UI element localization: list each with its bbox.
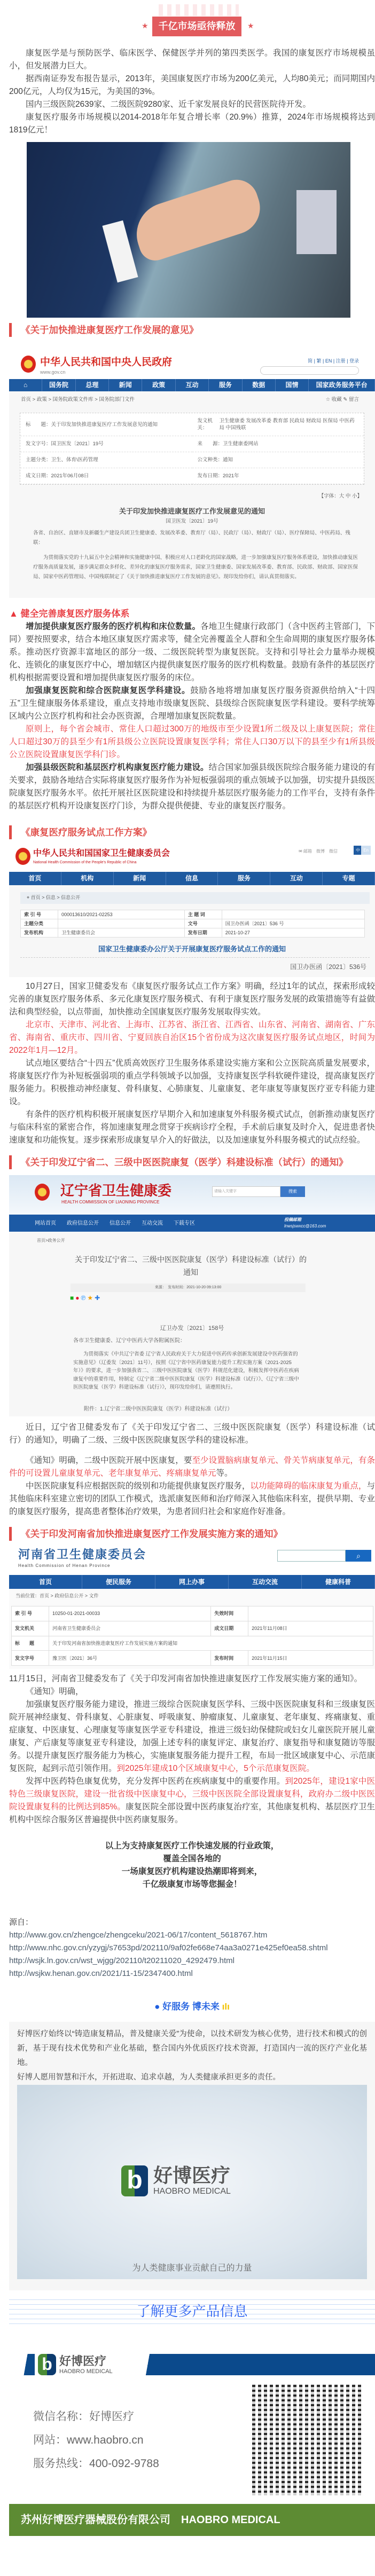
nav-item[interactable]: 信息公开 <box>110 1220 131 1226</box>
nav-bar <box>9 872 375 885</box>
search-button[interactable]: 搜索 <box>280 1186 305 1197</box>
national-emblem-icon <box>15 848 30 865</box>
nav-item[interactable]: 互动交流 <box>142 1220 163 1226</box>
section-banner <box>9 0 375 47</box>
table-row: 发布机构 卫生健康委员会 发布日期 2021-10-27 <box>21 928 365 938</box>
bars-icon: ılı <box>219 2002 230 2012</box>
search-input[interactable] <box>260 366 359 375</box>
paragraph: 近日，辽宁省卫健委发布了《关于印发辽宁省二、三级中医医院康复（医学）科建设标准（试行）的通知》，明确了二级、三级中医医院康复医学科的建设标准。 <box>9 1423 375 1445</box>
breadcrumb[interactable]: 首页 > 政策 > 国务院政策文件库 > 国务院部门文件 <box>21 397 135 403</box>
section-heading: 《关于印发辽宁省二、三级中医医院康复（医学）科建设标准（试行）的通知》 <box>9 1155 375 1169</box>
share-tools[interactable]: ☆ 收藏 ✎ 留言 <box>325 397 359 403</box>
doc-number: 辽卫办发〔2021〕158号 <box>160 1325 224 1332</box>
nav-item[interactable]: 机构 <box>61 872 114 885</box>
doc-meta <box>20 413 364 485</box>
paragraph: 《通知》明确，二级中医院开展中医康复，要至少设置脑病康复单元、骨关节病康复单元，有条件的可设置儿童康复单元、老年康复单元、疼痛康复单元等。 <box>9 1456 375 1478</box>
site-name: 中华人民共和国国家卫生健康委员会 <box>33 849 170 858</box>
nav-item[interactable]: 互动 <box>270 872 323 885</box>
paragraph: 好博医疗始终以“铸造康复精品，普及健康关爱”为使命，以技术研发为核心优势，进行技术和模式的创新，基于现有技术优势和产业化基础，整合国内外优质医疗技术资源，打造国内一流的医疗产业化基地。 <box>17 2030 367 2067</box>
site-name-en: National Health Commission of the People's Republic of China <box>33 861 137 864</box>
nav-item[interactable]: 首页 <box>9 872 61 885</box>
doc-title: 国家卫生健康委办公厅关于开展康复医疗服务试点工作的通知 <box>98 945 286 953</box>
nav-item[interactable]: 专题 <box>323 872 375 885</box>
sources-label: 源自： <box>9 1918 34 1927</box>
haobro-logo-icon: b <box>38 2354 56 2375</box>
paragraph: 有条件的医疗机构积极开展康复医疗早期介入和加速康复外科服务模式试点，创新推动康复医疗与临床科室的紧密合作，将加速康复理念贯穿于疾病诊疗全程，手术前后康复及时介入，促进患者快速康复和功能恢复。逐步探索形成康复早介入的好做法，以及加速康复外科服务模式的试点经验。 <box>9 1110 375 1145</box>
sources <box>9 1916 375 1980</box>
handshake-photo <box>27 142 350 318</box>
meta-item: 发布日期： 2021年 <box>192 468 364 484</box>
lang-zh[interactable]: 中 <box>354 846 362 855</box>
doc-number: 国卫办医函〔2021〕536号 <box>290 963 366 971</box>
font-size-selector[interactable]: 【字体：大 中 小】 <box>318 493 362 499</box>
lang-en[interactable]: En <box>361 846 371 855</box>
source-link[interactable]: http://wsjk.ln.gov.cn/wst_wjgg/202110/t20211020_4292479.html <box>9 1956 235 1965</box>
dot-icon: ● <box>154 2002 163 2012</box>
tagline: 为人类健康事业贡献自己的力量 <box>132 2264 252 2273</box>
logo-text-en: HAOBRO MEDICAL <box>153 2187 231 2196</box>
slogan: ● 好服务 博未来 ılı <box>154 2002 230 2012</box>
top-links[interactable]: ✉ 邮箱 微博 微信 <box>299 849 338 854</box>
section-heading: 《康复医疗服务试点工作方案》 <box>9 825 375 839</box>
table-row: 主题分类 文号 国卫办医函〔2021〕536 号 <box>21 919 365 928</box>
table-row: 发文字号 豫卫医〔2021〕36号 发布时间 2021年11月15日 <box>12 1651 373 1666</box>
doc-title: 关于印发辽宁省二、三级中医医院康复（医学）科建设标准（试行）的通知 <box>75 1255 307 1277</box>
henan-screenshot <box>9 1546 375 1669</box>
star-icon: ★ <box>247 21 254 30</box>
wechat-name: 微信名称：好博医疗 <box>33 2410 134 2423</box>
meta-item: 公文种类： 通知 <box>192 452 364 468</box>
contact-info <box>33 2405 159 2476</box>
company-name-bar: 苏州好博医疗器械股份有限公司 HAOBRO MEDICAL <box>9 2504 375 2536</box>
paragraph: 好博人愿用智慧和汗水，开拓进取、追求卓越，为人类健康承担更多的责任。 <box>17 2073 280 2082</box>
meta-item: 来 源： 卫生健康委网站 <box>192 436 364 452</box>
logo-text-cn: 好博医疗 <box>59 2354 107 2368</box>
banner-title: 千亿市场亟待释放 <box>152 17 241 36</box>
company-about <box>9 2022 375 2290</box>
doc-addressee: 各市卫生健康委、辽宁中医药大学各附属医院： <box>73 1338 185 1344</box>
nav-item[interactable]: 政府信息公开 <box>67 1220 99 1226</box>
doc-attachment[interactable]: 附件：1.辽宁省二级中医医院康复（医学）科建设标准（试行） <box>84 1406 233 1412</box>
nav-item[interactable]: 网上办事 <box>155 1575 229 1589</box>
contact-card <box>9 2350 375 2536</box>
search-icon[interactable]: ⌕ <box>346 1550 371 1562</box>
source-link[interactable]: http://www.gov.cn/zhengce/zhengceku/2021-06/17/content_5618767.htm <box>9 1931 268 1940</box>
table-row: 标 题 关于印发河南省加快推进康复医疗工作发展实施方案的通知 <box>12 1636 373 1651</box>
subheading: ▲ 健全完善康复医疗服务体系 <box>9 609 130 619</box>
contribute-mail[interactable]: 投稿邮箱 lnwsjswxcc@163.com <box>284 1217 326 1228</box>
meta-item: 主题分类： 卫生、体育\医药管理 <box>20 452 192 468</box>
section-heading: 《关于加快推进康复医疗工作发展的意见》 <box>9 323 375 337</box>
meta-item: 标 题： 关于印发加快推进康复医疗工作发展意见的通知 <box>20 413 192 436</box>
nav-item[interactable]: 服务 <box>209 379 242 391</box>
paragraph-highlight: 北京市、天津市、河北省、上海市、江苏省、浙江省、江西省、山东省、河南省、湖南省、广东省、海南省、重庆市、四川省、宁夏回族自治区15个省份成为这次康复医疗服务试点地区，时间为2022年1月—12月。 <box>9 1020 375 1055</box>
breadcrumb[interactable]: ⌖ 首页 > 信息 > 信息公开 <box>20 892 370 904</box>
nav-item[interactable]: 国家政务服务平台 <box>309 379 375 391</box>
star-icon: ★ <box>142 21 149 30</box>
nav-item[interactable]: 服务 <box>218 872 270 885</box>
paragraph: 康复医学是与预防医学、临床医学、保健医学并列的第四类医学。我国的康复医疗市场规模虽小，但发展潜力巨大。 <box>9 49 375 70</box>
paragraph: 国内三级医院2639家、二级医院9280家、近千家发展良好的民营医院待开发。 <box>26 100 311 109</box>
logo-text-cn: 好博医疗 <box>153 2164 231 2186</box>
nav-item[interactable]: 国情 <box>276 379 309 391</box>
home-icon[interactable]: ⌂ <box>9 379 42 391</box>
paragraph: 10月27日，国家卫健委发布《康复医疗服务试点工作方案》明确，经过1年的试点，探索形成较完善的康复医疗服务体系、多元化康复医疗服务模式、有利于康复医疗服务发展的政策措施等有益做法和典型经验，以点带面，加快推动全国康复医疗服务发展取得实效。 <box>9 982 375 1017</box>
table-row: 发文机关 河南省卫生健康委员会 成文日期 2021年11月08日 <box>12 1621 373 1636</box>
site-name: 河南省卫生健康委员会 <box>18 1548 147 1561</box>
paragraph: 11月15日，河南省卫健委发布了《关于印发河南省加快推进康复医疗工作发展实施方案的通知》。 <box>9 1674 363 1683</box>
nav-item[interactable]: 国务院 <box>42 379 75 391</box>
section-heading: 《关于印发河南省加快推进康复医疗工作发展实施方案的通知》 <box>9 1527 375 1541</box>
nav-item[interactable]: 政策 <box>142 379 175 391</box>
meta-item: 成文日期： 2021年06月08日 <box>20 468 192 484</box>
site-name-en: HEALTH COMMISSION OF LIAONING PROVINCE <box>61 1200 160 1204</box>
paragraph: 加强县级医院和基层医疗机构康复医疗能力建设。结合国家加强县级医院综合服务能力建设的有关要求，鼓励各地结合实际将康复医疗服务作为补短板强弱项的重点领域予以加强，切实提升县级医院康复医疗服务水平。依托开展社区医院建设和持续提升基层医疗服务能力的工作平台，支持有条件的基层医疗机构开设康复医疗门诊，为群众提供便捷、专业的康复医疗服务。 <box>9 763 375 810</box>
doc-meta-table <box>20 910 365 938</box>
top-links[interactable]: 简 | 繁 | EN | 注册 | 登录 <box>308 358 359 364</box>
search-input[interactable] <box>277 1550 346 1562</box>
meta-item: 发文机关： 卫生健康委 发展改革委 教育部 民政局 财政局 医保局 中医药局 中国残联 <box>192 413 364 436</box>
doc-body: 为贯彻落实《中共辽宁省委 辽宁省人民政府关于大力促进中医药传承创新发展建设中医药强省的实施意见》（辽委发〔2021〕11号），按照《辽宁省中医药康复能力提升工程实施方案（2021-2025年）》的要求，进一步加强我省二、三级中医医院康复（医学）科规范化建设，积极发挥中医药在疾病康复中的重要作用，特制定《辽宁省二级中医医院康复（医学）科建设标准（试行）》、《辽宁省三级中医医院康复（医学）科建设标准（试行）》，现印发给你们，请遵照执行。 <box>73 1351 299 1390</box>
doc-body: 为贯彻落实党的十九届五中全会精神和实施健康中国、积极应对人口老龄化的国家战略，进一步加强康复医疗服务体系建设，加快推动康复医疗服务高质量发展，逐步满足群众多样化、差异化的康复医疗服务需求，国家卫生健康委、国家发展改革委、教育部、民政部、财政部、国家医保局、国家中医药管理局、中国残联制定了《关于加快推进康复医疗工作发展的意见》。现印发给你们，请认真贯彻落实。 <box>33 555 358 580</box>
hotline: 服务热线：400-092-9788 <box>33 2457 159 2470</box>
paragraph: 增加提供康复医疗服务的医疗机构和床位数量。各地卫生健康行政部门（含中医药主管部门，下同）要按照要求，结合本地区康复医疗需求等，健全完善覆盖全人群和全生命周期的康复医疗服务体系。推动医疗资源丰富地区的部分一级、二级医院转型为康复医院。支持和引导社会力量举办规模化、连锁化的康复医疗中心，增加辖区内提供康复医疗服务的医疗机构数量。鼓励有条件的基层医疗机构根据需要设置和增加提供康复医疗服务的床位。 <box>9 622 375 682</box>
source-link[interactable]: http://www.nhc.gov.cn/yzygj/s7653pd/202110/9af02fe668e74aa3a0271e425ef0ea58.shtml <box>9 1943 328 1952</box>
doc-addressee: 各省、自治区、直辖市及新疆生产建设兵团卫生健康委、发展改革委、教育厅（局）、民政厅（局）、财政厅（局）、医疗保障局、中医药局、残联： <box>33 530 350 546</box>
nav-item[interactable]: 互动交流 <box>229 1575 302 1589</box>
doc-meta-table <box>11 1606 373 1666</box>
website[interactable]: 网站：www.haobro.cn <box>33 2434 144 2446</box>
qr-code <box>252 2384 363 2495</box>
national-emblem-icon <box>21 356 36 373</box>
doc-source: 来源： 发布时间：2021-10-20 09:13:00 <box>71 1283 306 1292</box>
nav-bar <box>9 1575 375 1589</box>
closing-statement: 以上为支持康复医疗工作快速发展的行业政策， 覆盖全国各地的 一场康复医疗机构建设热潮即将到来， 千亿级康复市场等您掘金！ <box>105 1841 279 1889</box>
haobro-logo-icon: b <box>121 2165 148 2196</box>
nav-item[interactable]: 网站首页 <box>35 1220 56 1226</box>
paragraph: 加强康复医院和综合医院康复医学科建设。鼓励各地将增加康复医疗服务资源供给纳入“十四五”卫生健康服务体系建设，重点支持地市级康复医院、县级综合医院康复医学科建设。要科学统筹区域内公立医疗机构和社会办医资源，合理增加康复医院数量。 <box>9 686 375 721</box>
nav-item[interactable]: 便民服务 <box>82 1575 155 1589</box>
doc-title: 关于印发加快推进康复医疗工作发展意见的通知 <box>119 507 265 515</box>
meta-item: 发文字号： 国卫医发〔2021〕19号 <box>20 436 192 452</box>
paragraph: 《通知》明确， <box>26 1687 84 1696</box>
nhc-screenshot <box>9 842 375 977</box>
breadcrumb[interactable]: 首页>政务公开 <box>37 1238 65 1243</box>
nav-item[interactable]: 总理 <box>76 379 109 391</box>
paragraph: 中医医院康复科应根据医院的级别和功能提供康复医疗服务，以功能障碍的临床康复为重点，与其他临床科室建立密切的团队工作模式，选派康复医师和治疗师深入其他临床科室，提供早期、专业的康复医疗服务，提高患者整体治疗效果，为患者回归社会和家庭作好准备。 <box>9 1482 375 1516</box>
banner-decoration <box>159 4 239 16</box>
table-row: 索 引 号 000013610/2021-02253 主 题 词 <box>21 910 365 919</box>
paragraph: 康复医疗服务市场规模以2014-2018年年复合增长率（20.9%）推算，2024年市场规模将达到1819亿元！ <box>9 113 375 135</box>
search-input[interactable]: 请输入关键字 <box>212 1186 280 1197</box>
share-icons[interactable]: ■●℗★✚ <box>70 1294 102 1302</box>
logo-text-en: HAOBRO MEDICAL <box>59 2368 113 2375</box>
site-name: 辽宁省卫生健康委 <box>60 1183 172 1199</box>
paragraph: 据西南证券发布报告显示，2013年，美国康复医疗市场为200亿美元，人均80美元；而同期国内200亿元，人均仅为15元，为美国的3%。 <box>9 74 375 96</box>
nav-item[interactable]: 数据 <box>243 379 276 391</box>
nav-item[interactable]: 信息 <box>166 872 218 885</box>
site-name: 中华人民共和国中央人民政府 <box>40 357 173 368</box>
nav-item[interactable]: 健康科普 <box>302 1575 375 1589</box>
doc-number: 国卫医发〔2021〕19号 <box>166 518 218 524</box>
paragraph: 加强康复医疗服务能力建设，推进三级综合医院康复医学科、三级中医医院康复科和三级康复医院开展神经康复、骨科康复、心脏康复、呼吸康复、肿瘤康复、儿童康复、老年康复、疼痛康复、重症康复、中医康复、心理康复等康复医学亚专科建设，推进三级妇幼保健院或妇女儿童医院开展儿童康复、产后康复等康复亚专科建设，加强上述专科的康复评定、康复治疗、康复指导和康复随访等服务。以提升康复医疗服务能力为核心，实施康复服务能力提升工程，布局一批区域康复中心、示范康复医院，起到示范引领作用。到2025年建成10个区域康复中心，5个示范康复医院。 <box>9 1700 375 1773</box>
nav-item[interactable]: 新闻 <box>114 872 166 885</box>
company-logo-image <box>17 2085 367 2279</box>
location-pin-icon: ⌖ <box>27 895 31 900</box>
gov-cn-screenshot <box>9 344 375 598</box>
paragraph: 发挥中医药特色康复优势，充分发挥中医药在疾病康复中的重要作用。到2025年，建设1家中医特色三级康复医院，建设一批省级中医康复中心，三级中医医院全部设置康复科，政府办二级中医医院设置康复科的比例达到85%。康复医院全部设置中医药康复治疗室，其他康复机构、基层医疗卫生机构中医综合服务区普遍提供中医药康复服务。 <box>9 1777 375 1824</box>
nav-item[interactable]: 新闻 <box>109 379 142 391</box>
nav-item[interactable]: 下载专区 <box>174 1220 195 1226</box>
breadcrumb[interactable]: 当前位置：首页 > 政府信息公开 > 文件 <box>15 1593 99 1598</box>
table-row: 索 引 号 10250-01-2021-00033 失效时间 <box>12 1606 373 1621</box>
nav-item[interactable]: 首页 <box>9 1575 82 1589</box>
site-name-en: Health Commission of Henan Province <box>18 1563 111 1568</box>
liaoning-screenshot <box>9 1175 375 1416</box>
nav-bar <box>9 379 375 391</box>
site-url: www.gov.cn <box>40 369 66 375</box>
source-link[interactable]: http://wsjkw.henan.gov.cn/2021/11-15/2347400.html <box>9 1969 193 1978</box>
more-products-link[interactable]: 了解更多产品信息 <box>9 2295 375 2328</box>
paragraph-highlight: 原则上，每个省会城市、常住人口超过300万的地级市至少设置1所二级及以上康复医院；常住人口超过30万的县至少有1所县级公立医院设置康复医学科；常住人口30万以下的县至少有1所县级公立医院设置康复医学科门诊。 <box>9 724 375 759</box>
national-emblem-icon <box>35 1184 50 1201</box>
paragraph: 试点地区要结合“十四五”优质高效医疗卫生服务体系建设实施方案和公立医院高质量发展要求，将康复医疗作为补短板强弱项的重点学科领域予以加强，支持康复医学科软硬件建设，提高康复医疗服务能力。积极推动神经康复、骨科康复、心肺康复、儿童康复、老年康复等康复医疗亚专科能力建设。 <box>9 1059 375 1106</box>
nav-item[interactable]: 互动 <box>176 379 209 391</box>
